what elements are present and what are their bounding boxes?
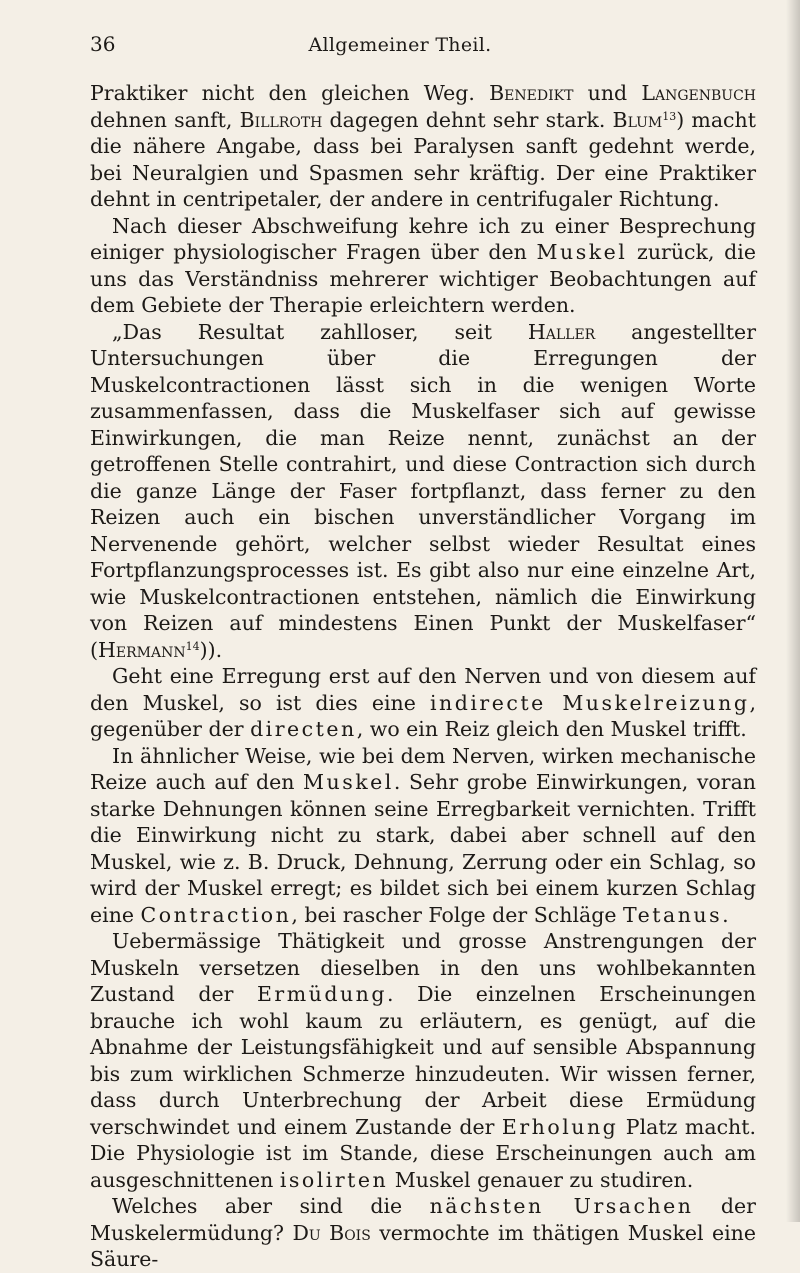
page-number: 36 xyxy=(90,32,116,56)
emphasis-text: Tetanus xyxy=(623,902,723,927)
text-run: Praktiker nicht den gleichen Weg. xyxy=(90,81,490,105)
text-run: . xyxy=(722,902,729,927)
text-run: , wo ein Reiz gleich den Muskel trifft. xyxy=(356,717,747,741)
text-run: Platz macht. Die Physiologie ist im Stande, diese Erscheinungen auch am ausgeschnittenen xyxy=(90,1114,757,1192)
page-edge-shadow xyxy=(786,0,800,1222)
emphasis-text: Muskel xyxy=(303,770,394,794)
text-run: vermochte im thätigen Muskel eine Säure- xyxy=(90,1220,757,1271)
author-name: Billroth xyxy=(239,107,323,132)
paragraph xyxy=(90,1193,756,1273)
emphasis-text: indirecte Muskelreizung xyxy=(429,690,750,715)
text-run: Geht eine Erregung erst auf den Nerven und von diesem auf den Muskel, so ist dies eine xyxy=(90,664,756,715)
emphasis-text: Contraction xyxy=(140,902,292,927)
footnote-ref: 14 xyxy=(185,639,200,653)
text-run: . Sehr grobe Einwirkungen, voran starke Dehnungen können seine Erregbarkeit vernichten. Trifft die Einwirkung nicht zu stark, dabei aber schnell auf den Muskel, wie z. B. Druck, Dehnung, Zerrung oder ein Schlag, so wird der Muskel erregt; es bildet sich bei einem kurzen Schlag eine xyxy=(90,770,757,927)
paragraph xyxy=(90,213,756,319)
paragraph xyxy=(90,743,756,929)
text-run: Muskel genauer zu studiren. xyxy=(388,1167,694,1192)
page-header xyxy=(0,26,800,60)
text-run: ) macht die nähere Angabe, dass bei Paralysen sanft gedehnt werde, bei Neuralgien und Spasmen sehr kräftig. Der eine Praktiker dehnt in centripetaler, der andere in centrifugaler Richtung. xyxy=(90,107,756,211)
paragraph xyxy=(90,928,756,1193)
author-name: Hermann xyxy=(98,637,186,662)
emphasis-text: directen xyxy=(250,717,357,741)
paragraph xyxy=(90,80,756,213)
text-run: Nach dieser Abschweifung kehre ich zu einer Besprechung einiger physiologischer Fragen über den xyxy=(90,213,756,264)
emphasis-text: Erholung xyxy=(501,1114,619,1139)
paragraph xyxy=(90,663,756,743)
text-run: . Die einzelnen Erscheinungen brauche ich wohl kaum zu erläutern, es genügt, auf die Abnahme der Leistungsfähigkeit und auf sensible Abspannung bis zum wirklichen Schmerze hinzudeuten. Wir wissen ferner, dass durch Unterbrechung der Arbeit diese Ermüdung verschwindet und einem Zustande der xyxy=(90,982,756,1139)
text-run: In ähnlicher Weise, wie bei dem Nerven, wirken mechanische Reize auch auf den xyxy=(90,743,756,794)
emphasis-text: Muskel xyxy=(536,240,628,264)
author-name: Blum xyxy=(612,107,663,132)
author-name: Du Bois xyxy=(292,1220,371,1245)
emphasis-text: nächsten Ursachen xyxy=(429,1194,694,1218)
text-run: )). xyxy=(199,637,223,662)
author-name: Haller xyxy=(527,319,596,344)
body-text xyxy=(90,80,756,1273)
text-run: zurück, die uns das Verständniss mehrerer wichtiger Beobachtungen auf dem Gebiete der Therapie erleichtern werden. xyxy=(90,240,756,317)
footnote-ref: 13 xyxy=(662,109,677,123)
emphasis-text: isolirten xyxy=(279,1167,389,1192)
text-run: Welches aber sind die xyxy=(112,1194,430,1218)
text-run: dehnen sanft, xyxy=(90,107,240,132)
text-run: , gegenüber der xyxy=(90,690,756,741)
author-name: Langenbuch xyxy=(641,81,756,105)
emphasis-text: Ermüdung xyxy=(256,982,388,1006)
text-run: , bei rascher Folge der Schläge xyxy=(291,902,624,927)
text-run: angestellter Untersuchungen über die Erregungen der Muskelcontractionen lässt sich in die wenigen Worte zusammenfassen, dass die Muskelfaser sich auf gewisse Einwirkungen, die man Reize nennt, zunächst an der getroffenen Stelle contrahirt, und diese Contraction sich durch die ganze Länge der Faser fortpflanzt, dass ferner zu den Reizen auch ein bischen unverständlicher Vorgang im Nervenende gehört, welcher selbst wieder Resultat eines Fortpflanzungsprocesses ist. Es gibt also nur eine einzelne Art, wie Muskelcontractionen entstehen, nämlich die Einwirkung von Reizen auf mindestens Einen Punkt der Muskelfaser“ ( xyxy=(90,319,756,662)
paragraph xyxy=(90,319,756,664)
text-run: und xyxy=(573,81,642,105)
author-name: Benedikt xyxy=(489,81,574,105)
text-run: der Muskelermüdung? xyxy=(90,1194,756,1245)
text-run: Uebermässige Thätigkeit und grosse Anstrengungen der Muskeln versetzen dieselben in den uns wohlbekannten Zustand der xyxy=(90,929,756,1006)
running-title: Allgemeiner Theil. xyxy=(308,34,492,56)
text-run: „Das Resultat zahlloser, seit xyxy=(112,319,528,344)
text-run: dagegen dehnt sehr stark. xyxy=(322,107,613,132)
